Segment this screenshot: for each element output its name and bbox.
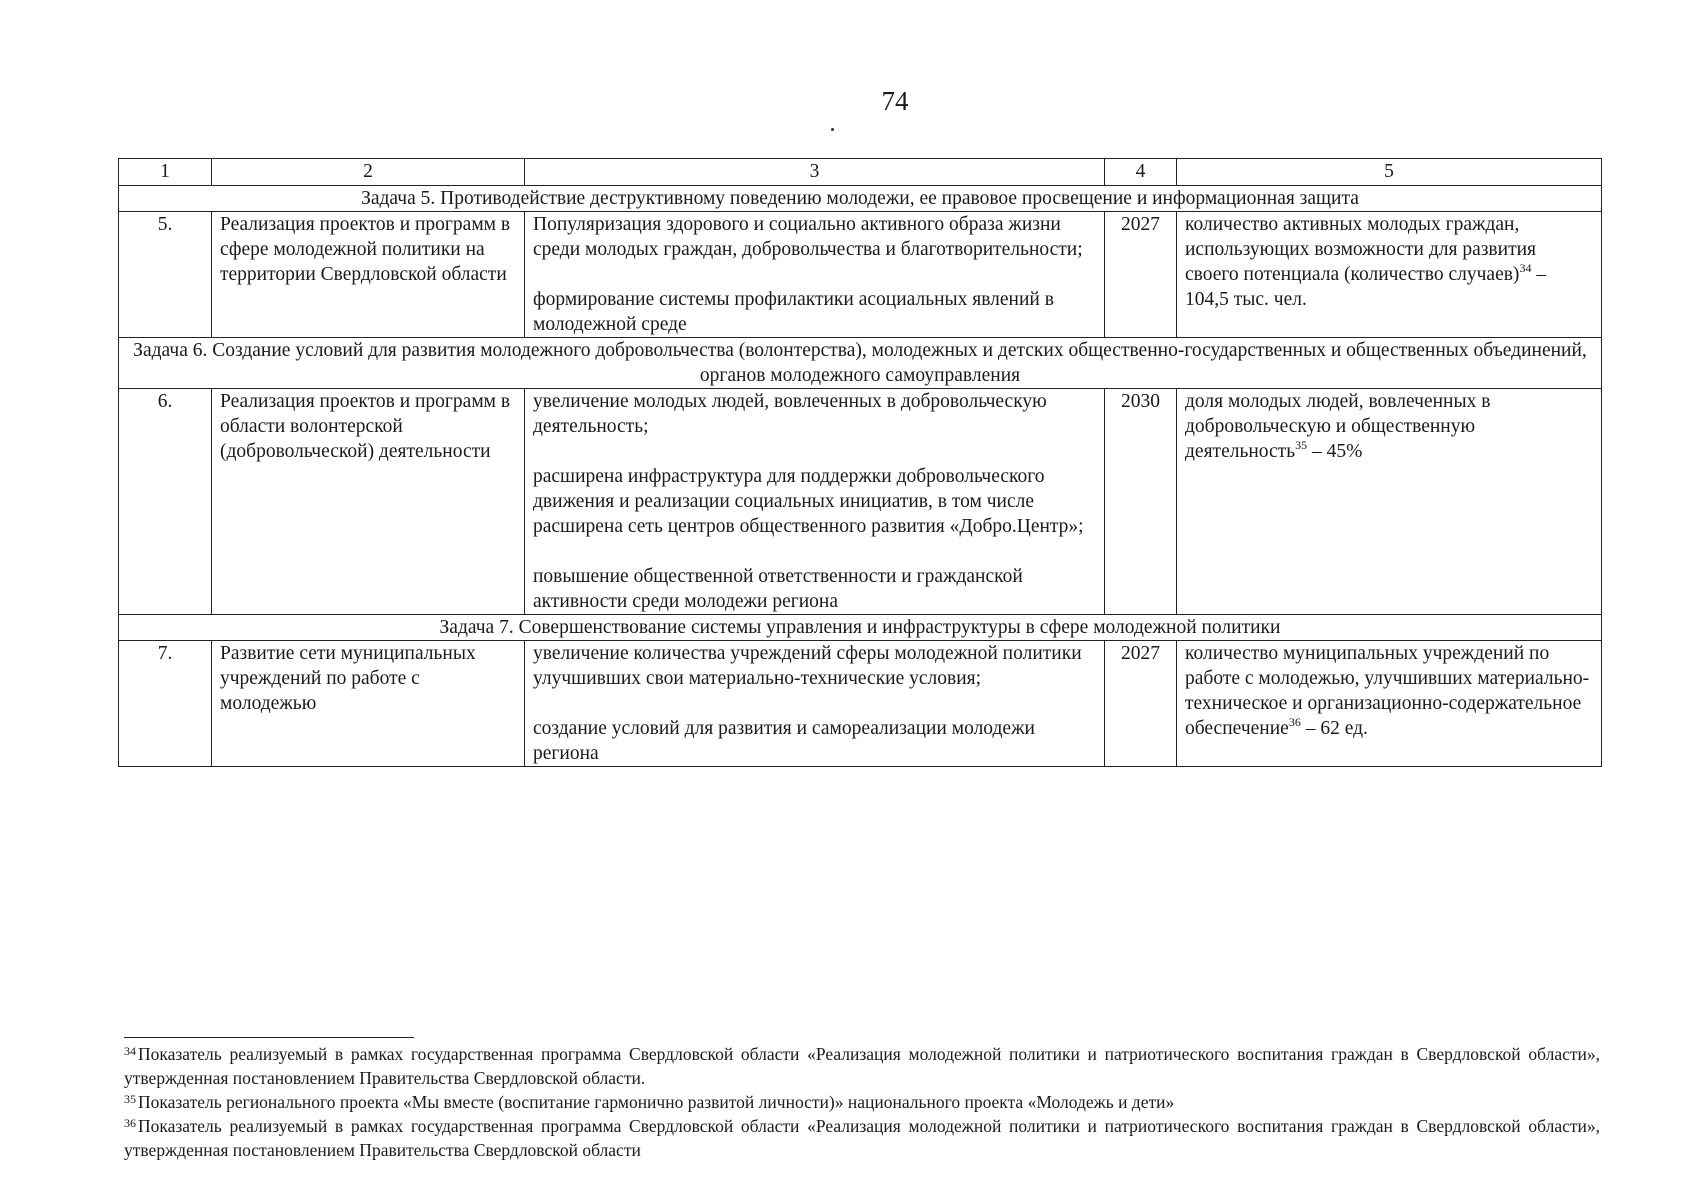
table-row: [119, 641, 1602, 767]
deadline-year: 2027: [1105, 641, 1177, 767]
task-title: Задача 5. Противодействие деструктивному поведению молодежи, ее правовое просвещение и информационная защита: [119, 186, 1602, 212]
activity-name: Реализация проектов и программ в области волонтерской (добровольческой) деятельности: [212, 389, 525, 615]
result-item: формирование системы профилактики асоциальных явлений в молодежной среде: [533, 289, 1054, 335]
footnote-ref: 35: [1295, 438, 1308, 452]
page-number: 74: [881, 86, 909, 116]
column-header-1: 1: [119, 159, 212, 186]
task-row: [119, 338, 1602, 389]
footnote-mark: 35: [124, 1092, 136, 1106]
expected-results: [525, 389, 1105, 615]
footnote-ref: 36: [1288, 715, 1301, 729]
table-row: [119, 389, 1602, 615]
result-item: увеличение количества учреждений сферы молодежной политики улучшивших свои материально-технические условия;: [533, 643, 1082, 689]
footnote-text: Показатель реализуемый в рамках государственная программа Свердловской области «Реализация молодежной политики и патриотического воспитания граждан в Свердловской области», утвержденная постановлением Правительства Свердловской области: [124, 1116, 1600, 1160]
footnotes: [124, 1042, 1600, 1162]
footnote: [124, 1042, 1600, 1090]
footnote: [124, 1114, 1600, 1162]
expected-results: [525, 212, 1105, 338]
indicator-value: – 45%: [1307, 441, 1363, 462]
indicator-value: – 104,5 тыс. чел.: [1185, 264, 1547, 310]
footnote-mark: 34: [124, 1044, 136, 1058]
indicator-text: количество активных молодых граждан, использующих возможности для развития своего потенциала (количество случаев): [1185, 214, 1536, 285]
result-item: повышение общественной ответственности и гражданской активности среди молодежи региона: [533, 566, 1023, 612]
footnote-mark: 36: [124, 1116, 136, 1130]
result-item: Популяризация здорового и социально активного образа жизни среди молодых граждан, добровольчества и благотворительности;: [533, 214, 1083, 260]
result-item: создание условий для развития и самореализации молодежи региона: [533, 718, 1035, 764]
indicator-text: количество муниципальных учреждений по работе с молодежью, улучшивших материально-техническое и организационно-содержательное обеспечение: [1185, 643, 1590, 739]
deadline-year: 2027: [1105, 212, 1177, 338]
indicator-text: доля молодых людей, вовлеченных в добровольческую и общественную деятельность: [1185, 391, 1491, 462]
footnote-text: Показатель регионального проекта «Мы вместе (воспитание гармонично развитой личности)» национального проекта «Молодежь и дети»: [138, 1092, 1175, 1112]
activity-name: Развитие сети муниципальных учреждений по работе с молодежью: [212, 641, 525, 767]
footnote-text: Показатель реализуемый в рамках государственная программа Свердловской области «Реализация молодежной политики и патриотического воспитания граждан в Свердловской области», утвержденная постановлением Правительства Свердловской области.: [124, 1044, 1600, 1088]
footnote-ref: 34: [1519, 261, 1532, 275]
footnote: [124, 1090, 1600, 1114]
column-header-5: 5: [1177, 159, 1602, 186]
scan-dot: [831, 128, 834, 131]
task-title: Задача 6. Создание условий для развития молодежного добровольчества (волонтерства), молодежных и детских общественно-государственных и общественных объединений, органов молодежного самоуправления: [119, 338, 1602, 389]
row-number: 7.: [119, 641, 212, 767]
row-number: 5.: [119, 212, 212, 338]
task-row: [119, 615, 1602, 641]
task-title: Задача 7. Совершенствование системы управления и инфраструктуры в сфере молодежной политики: [119, 615, 1602, 641]
activity-name: Реализация проектов и программ в сфере молодежной политики на территории Свердловской области: [212, 212, 525, 338]
result-item: расширена инфраструктура для поддержки добровольческого движения и реализации социальных инициатив, в том числе расширена сеть центров общественного развития «Добро.Центр»;: [533, 466, 1084, 537]
task-row: [119, 186, 1602, 212]
program-table: [118, 158, 1602, 767]
column-header-2: 2: [212, 159, 525, 186]
deadline-year: 2030: [1105, 389, 1177, 615]
column-header-4: 4: [1105, 159, 1177, 186]
table-row: [119, 212, 1602, 338]
column-header-3: 3: [525, 159, 1105, 186]
result-item: увеличение молодых людей, вовлеченных в добровольческую деятельность;: [533, 391, 1047, 437]
indicator: [1177, 389, 1602, 615]
indicator: [1177, 212, 1602, 338]
indicator: [1177, 641, 1602, 767]
table-header-row: [119, 159, 1602, 186]
expected-results: [525, 641, 1105, 767]
row-number: 6.: [119, 389, 212, 615]
footnote-divider: [124, 1037, 414, 1038]
indicator-value: – 62 ед.: [1300, 718, 1368, 739]
